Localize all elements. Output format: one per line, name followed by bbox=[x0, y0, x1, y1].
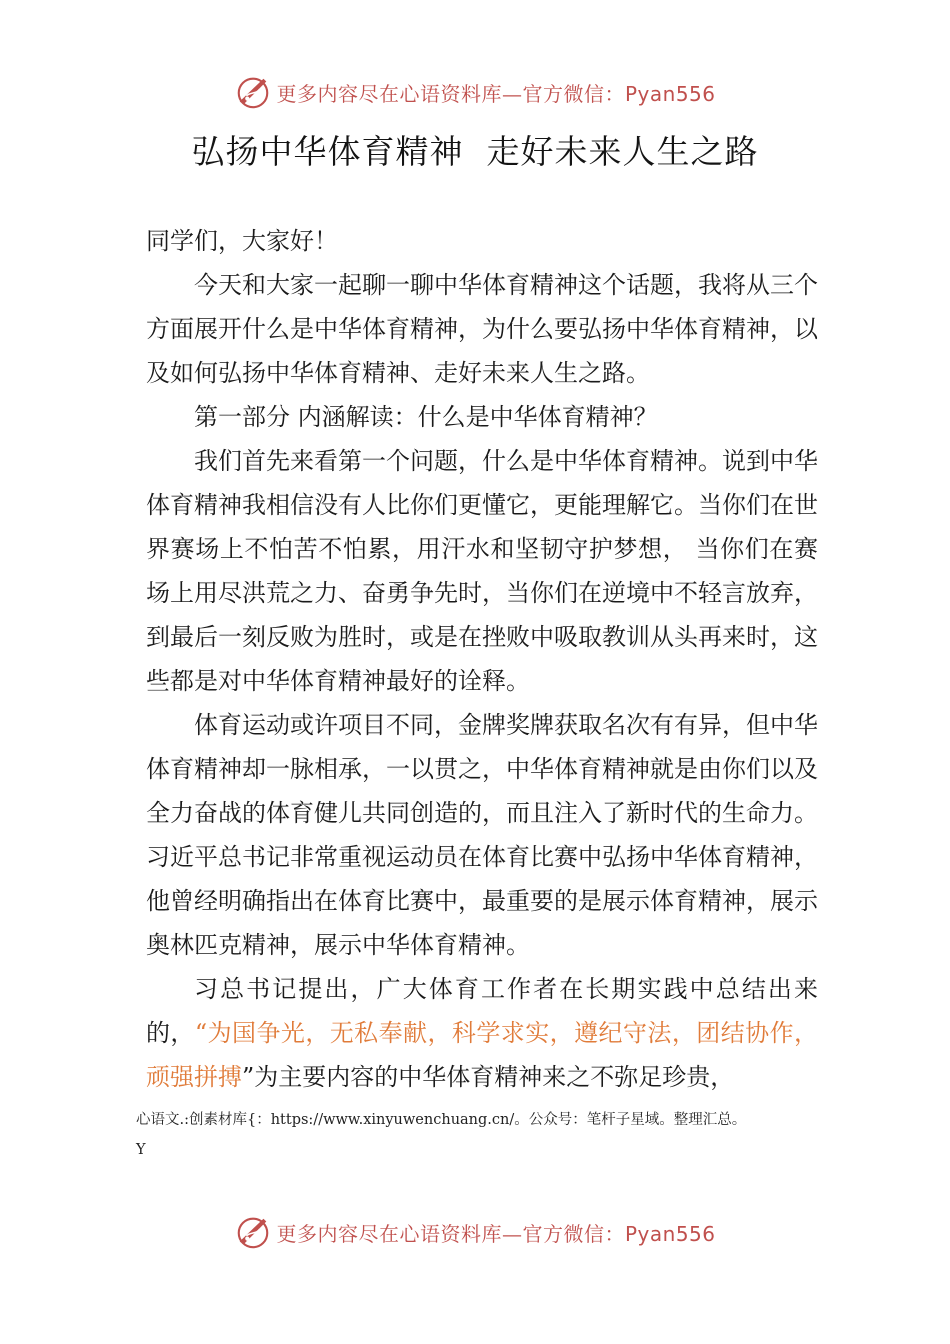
footnote-line-2: Y bbox=[136, 1142, 146, 1158]
banner-label: 更多内容尽在心语资料库—官方微信： bbox=[276, 81, 625, 106]
paragraph-intro: 今天和大家一起聊一聊中华体育精神这个话题，我将从三个方面展开什么是中华体育精神，为什么要弘扬中华体育精神，以及如何弘扬中华体育精神、走好未来人生之路。 bbox=[146, 271, 818, 387]
banner-text bbox=[276, 78, 715, 107]
pen-circle-logo-icon bbox=[234, 73, 272, 111]
banner-text bbox=[276, 1218, 715, 1247]
source-footnote bbox=[136, 1105, 842, 1165]
highlighted-quote: “为国争光，无私奉献，科学求实，遵纪守法，团结协作，顽强拼搏 bbox=[146, 1019, 818, 1091]
footnote-line-1: 心语文.:创素材库{：https://www.xinyuwenchuang.cn/。公众号：笔杆子星域。整理汇总。 bbox=[136, 1112, 747, 1128]
bottom-banner bbox=[0, 1210, 950, 1254]
top-banner bbox=[0, 70, 950, 114]
paragraph-quote bbox=[146, 967, 818, 1099]
paragraph-definition: 我们首先来看第一个问题，什么是中华体育精神。说到中华体育精神我相信没有人比你们更懂它，更能理解它。当你们在世界赛场上不怕苦不怕累，用汗水和坚韧守护梦想， 当你们在赛场上用尽洪荒之力、奋勇争先时，当你们在逆境中不轻言放弃，到最后一刻反败为胜时，或是在挫败中吸取教训从头再来时，这些都是对中华体育精神最好的诠释。 bbox=[146, 447, 818, 695]
quote-tail: ”为主要内容的中华体育精神来之不弥足珍贵， bbox=[242, 1063, 735, 1091]
greeting: 同学们，大家好！ bbox=[146, 227, 338, 255]
section-heading: 第一部分 内涵解读：什么是中华体育精神？ bbox=[194, 403, 658, 431]
quote-lead: 习总书记提出，广大体育工作者在长期实践中总结出来的， bbox=[146, 975, 818, 1047]
banner-label: 更多内容尽在心语资料库—官方微信： bbox=[276, 1221, 625, 1246]
page-title: 弘扬中华体育精神 走好未来人生之路 bbox=[191, 132, 759, 171]
pen-circle-logo-icon bbox=[234, 1213, 272, 1251]
wechat-id: Pyan556 bbox=[624, 1221, 716, 1246]
wechat-id: Pyan556 bbox=[624, 81, 716, 106]
document-body bbox=[146, 219, 818, 1099]
paragraph-inheritance: 体育运动或许项目不同，金牌奖牌获取名次有有异，但中华体育精神却一脉相承，一以贯之，中华体育精神就是由你们以及全力奋战的体育健儿共同创造的，而且注入了新时代的生命力。习近平总书记非常重视运动员在体育比赛中弘扬中华体育精神，他曾经明确指出在体育比赛中，最重要的是展示体育精神，展示奥林匹克精神，展示中华体育精神。 bbox=[146, 711, 818, 959]
